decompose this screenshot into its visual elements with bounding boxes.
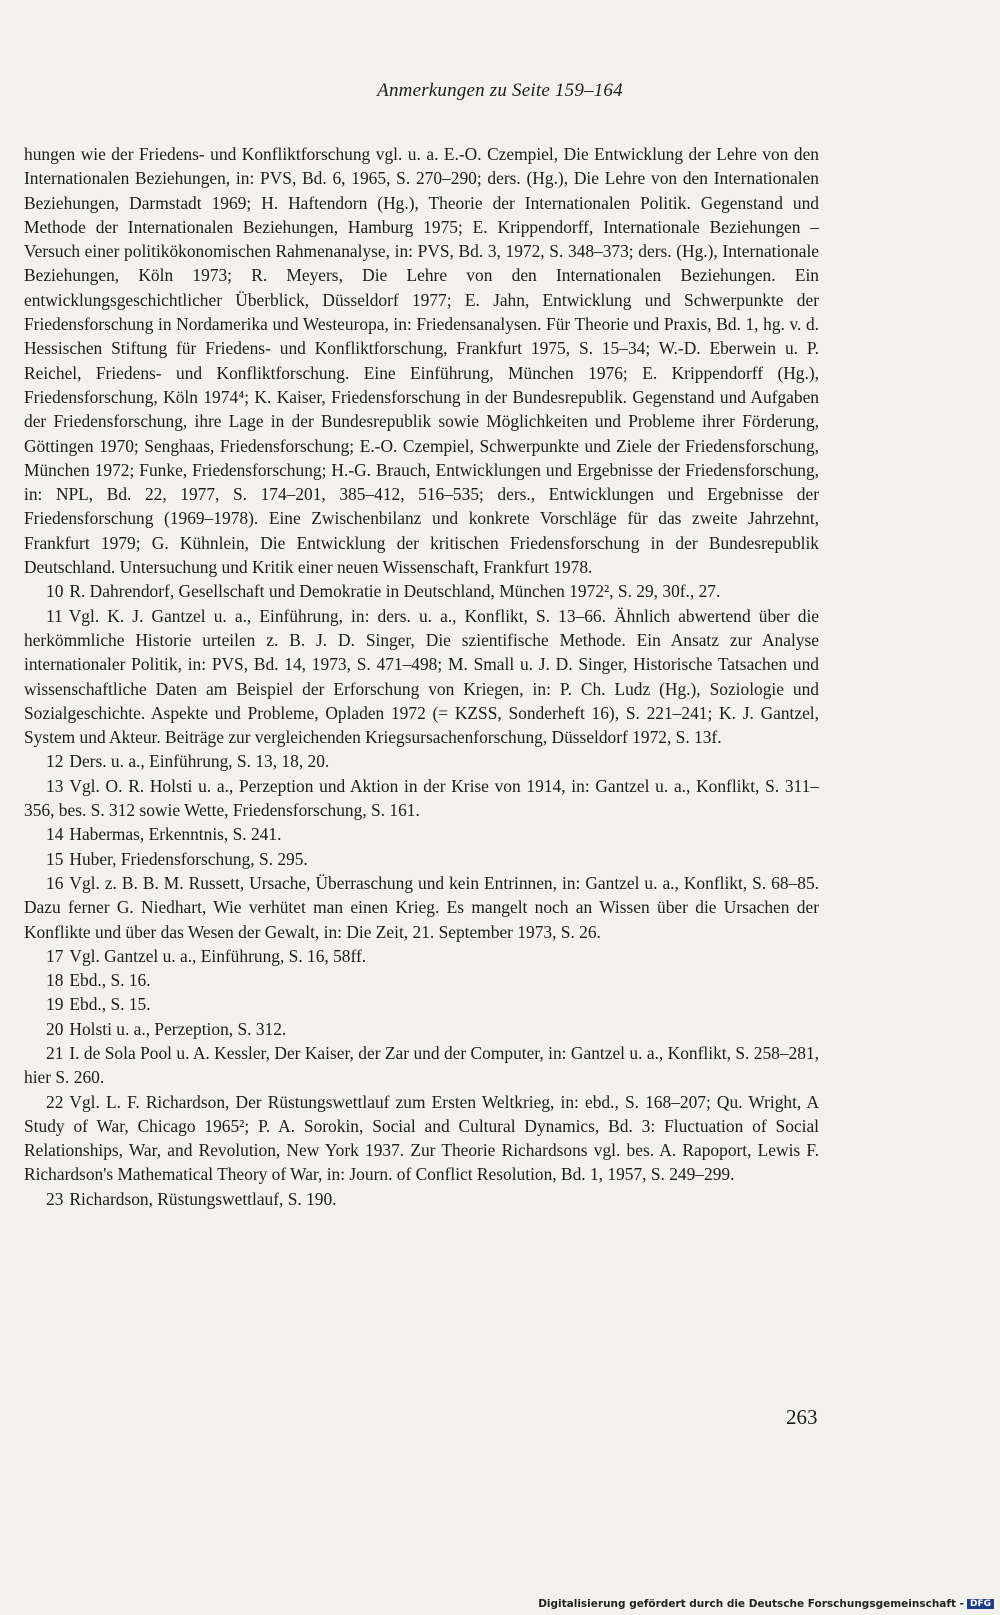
footnote-17 (24, 944, 819, 968)
footnote-number: 23 (46, 1188, 64, 1209)
footnote-10 (24, 579, 819, 603)
footnote-text: Richardson, Rüstungswettlauf, S. 190. (69, 1188, 337, 1209)
footnote-number: 12 (46, 751, 64, 772)
footnote-text: R. Dahrendorf, Gesellschaft und Demokratie in Deutschland, München 1972², S. 29, 30f., 27. (69, 581, 721, 602)
footnote-11 (24, 604, 819, 750)
footnote-number: 11 (46, 605, 63, 626)
footnote-number: 17 (46, 945, 64, 966)
footnote-16 (24, 871, 819, 944)
footnote-15 (24, 847, 819, 871)
footnote-number: 14 (46, 824, 64, 845)
footnote-text: Vgl. L. F. Richardson, Der Rüstungswettlauf zum Ersten Weltkrieg, in: ebd., S. 168–207; Qu. Wright, A Study of War, Chicago 1965²; P. A. Sorokin, Social and Cultural Dynamics, Bd. 3: Fluctuation of Social Relationships, War, and Revolution, New York 1937. Zur Theorie Richardsons vgl. bes. A. Rapoport, Lewis F. Richardson's Mathematical Theory of War, in: Journ. of Conflict Resolution, Bd. 1, 1957, S. 249–299. (24, 1091, 819, 1185)
dfg-logo: DFG (967, 1599, 994, 1609)
notes-body (24, 142, 819, 1211)
footnote-22 (24, 1090, 819, 1187)
continuation-paragraph: hungen wie der Friedens- und Konfliktforschung vgl. u. a. E.-O. Czempiel, Die Entwicklung der Lehre von den Internationalen Beziehungen, in: PVS, Bd. 6, 1965, S. 270–290; ders. (Hg.), Die Lehre von den Internationalen Beziehungen, Darmstadt 1969; H. Haftendorn (Hg.), Theorie der Internationalen Politik. Gegenstand und Methode der Internationalen Beziehungen, Hamburg 1975; E. Krippendorff, Internationale Beziehungen – Versuch einer politikökonomischen Rahmenanalyse, in: PVS, Bd. 3, 1972, S. 348–373; ders. (Hg.), Internationale Beziehungen, Köln 1973; R. Meyers, Die Lehre von den Internationalen Beziehungen. Ein entwicklungsgeschichtlicher Überblick, Düsseldorf 1977; E. Jahn, Entwicklung und Schwerpunkte der Friedensforschung in Nordamerika und Westeuropa, in: Friedensanalysen. Für Theorie und Praxis, Bd. 1, hg. v. d. Hessischen Stiftung für Friedens- und Konfliktforschung, Frankfurt 1975, S. 15–34; W.-D. Eberwein u. P. Reichel, Friedens- und Konfliktforschung. Eine Einführung, München 1976; E. Krippendorff (Hg.), Friedensforschung, Köln 1974⁴; K. Kaiser, Friedensforschung in der Bundesrepublik. Gegenstand und Aufgaben der Friedensforschung, ihre Lage in der Bundesrepublik sowie Möglichkeiten und Probleme ihrer Förderung, Göttingen 1970; Senghaas, Friedensforschung; E.-O. Czempiel, Schwerpunkte und Ziele der Friedensforschung, München 1972; Funke, Friedensforschung; H.-G. Brauch, Entwicklungen und Ergebnisse der Friedensforschung, in: NPL, Bd. 22, 1977, S. 174–201, 385–412, 516–535; ders., Entwicklungen und Ergebnisse der Friedensforschung (1969–1978). Eine Zwischenbilanz und konkrete Vorschläge für das zweite Jahrzehnt, Frankfurt 1979; G. Kühnlein, Die Entwicklung der kritischen Friedensforschung in der Bundesrepublik Deutschland. Untersuchung und Kritik einer neuen Wissenschaft, Frankfurt 1978. (24, 144, 819, 578)
footnote-number: 21 (46, 1042, 64, 1063)
footnote-number: 10 (46, 581, 64, 602)
footnote-number: 16 (46, 872, 64, 893)
footnote-number: 18 (46, 970, 64, 991)
footnote-text: Habermas, Erkenntnis, S. 241. (69, 824, 282, 845)
footnote-text: Vgl. Gantzel u. a., Einführung, S. 16, 58ff. (69, 945, 367, 966)
footnote-19 (24, 992, 819, 1016)
footnote-text: Vgl. O. R. Holsti u. a., Perzeption und Aktion in der Krise von 1914, in: Gantzel u. a., Konflikt, S. 311–356, bes. S. 312 sowie Wette, Friedensforschung, S. 161. (24, 775, 819, 821)
footnote-text: Vgl. z. B. B. M. Russett, Ursache, Überraschung und kein Entrinnen, in: Gantzel u. a., Konflikt, S. 68–85. Dazu ferner G. Niedhart, Wie verhütet man einen Krieg. Es mangelt noch an Wissen über die Ursachen der Konflikte und über das Wesen der Gewalt, in: Die Zeit, 21. September 1973, S. 26. (24, 872, 819, 942)
footnote-12 (24, 749, 819, 773)
footnote-text: Ders. u. a., Einführung, S. 13, 18, 20. (69, 751, 330, 772)
digitization-footer (538, 1598, 994, 1610)
footnote-21 (24, 1041, 819, 1090)
running-header: Anmerkungen zu Seite 159–164 (377, 80, 623, 101)
footnote-14 (24, 822, 819, 846)
footnote-23 (24, 1187, 819, 1211)
footnote-18 (24, 968, 819, 992)
footnote-13 (24, 774, 819, 823)
page-number: 263 (786, 1405, 818, 1429)
footnote-number: 15 (46, 848, 64, 869)
footnote-number: 13 (46, 775, 64, 796)
footnote-text: I. de Sola Pool u. A. Kessler, Der Kaiser, der Zar und der Computer, in: Gantzel u. a., Konflikt, S. 258–281, hier S. 260. (24, 1042, 819, 1088)
footnote-text: Ebd., S. 16. (69, 970, 151, 991)
footnote-number: 19 (46, 994, 64, 1015)
footnote-text: Ebd., S. 15. (69, 994, 151, 1015)
footnote-number: 22 (46, 1091, 64, 1112)
footnote-text: Vgl. K. J. Gantzel u. a., Einführung, in: ders. u. a., Konflikt, S. 13–66. Ähnlich abwertend über die herkömmliche Historie urteilen z. B. J. D. Singer, Die szientifische Methode. Ein Ansatz zur Analyse internationaler Politik, in: PVS, Bd. 14, 1973, S. 471–498; M. Small u. J. D. Singer, Historische Tatsachen und wissenschaftliche Daten am Beispiel der Erforschung von Kriegen, in: P. Ch. Ludz (Hg.), Soziologie und Sozialgeschichte. Aspekte und Probleme, Opladen 1972 (= KZSS, Sonderheft 16), S. 221–241; K. J. Gantzel, System und Akteur. Beiträge zur vergleichenden Kriegsursachenforschung, Düsseldorf 1972, S. 13f. (24, 605, 819, 748)
footnote-text: Huber, Friedensforschung, S. 295. (69, 848, 308, 869)
footnote-text: Holsti u. a., Perzeption, S. 312. (69, 1018, 287, 1039)
footnote-number: 20 (46, 1018, 64, 1039)
footer-text: Digitalisierung gefördert durch die Deutsche Forschungsgemeinschaft - (538, 1598, 964, 1610)
footnote-20 (24, 1017, 819, 1041)
